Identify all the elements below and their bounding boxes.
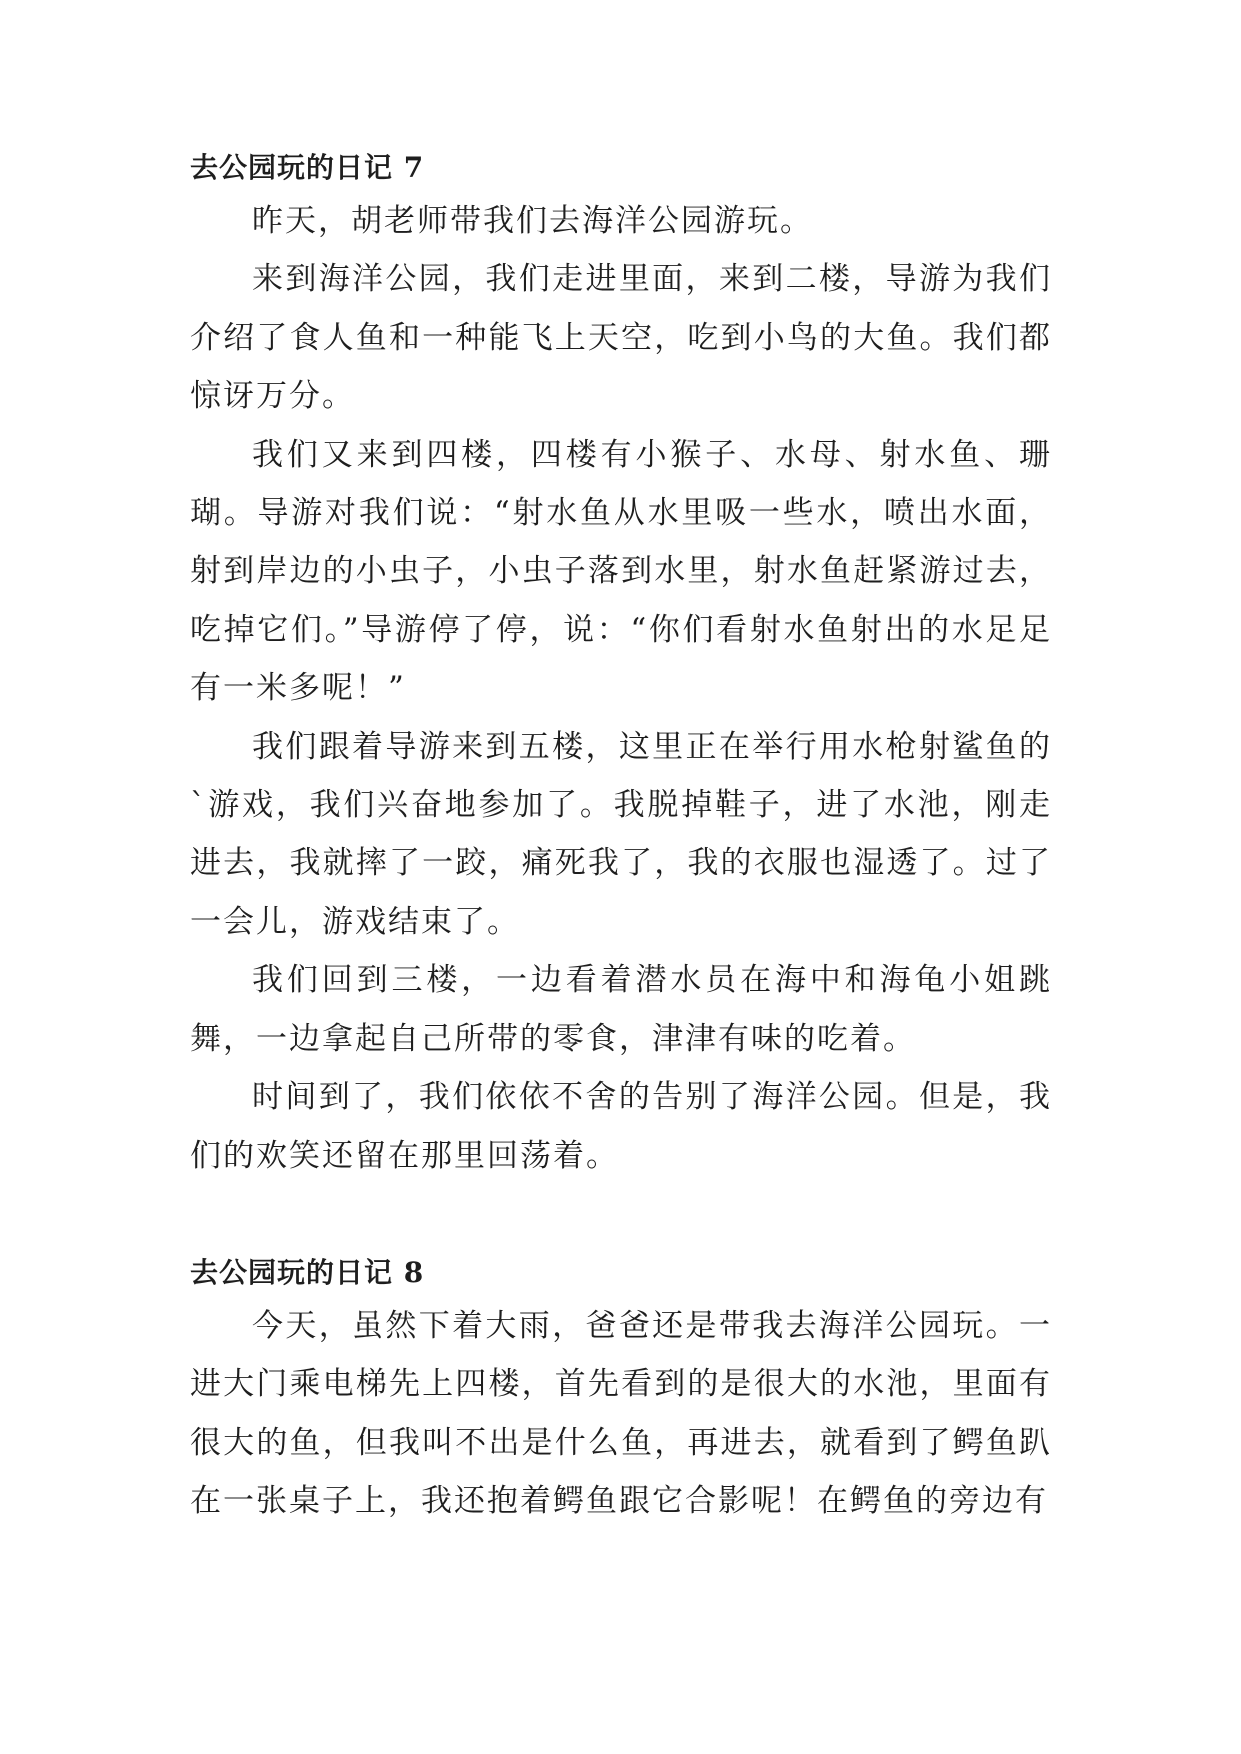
diary-section-7: [190, 150, 1052, 1185]
paragraph: 今天，虽然下着大雨，爸爸还是带我去海洋公园玩。一进大门乘电梯先上四楼，首先看到的是很大的水池，里面有很大的鱼，但我叫不出是什么鱼，再进去，就看到了鳄鱼趴在一张桌子上，我还抱着鳄鱼跟它合影呢！在鳄鱼的旁边有: [190, 1307, 1052, 1520]
document-page: [190, 150, 1052, 1531]
paragraph: 时间到了，我们依依不舍的告别了海洋公园。但是，我们的欢笑还留在那里回荡着。: [190, 1079, 1052, 1174]
paragraph: 我们跟着导游来到五楼，这里正在举行用水枪射鲨鱼的`游戏，我们兴奋地参加了。我脱掉鞋子，进了水池，刚走进去，我就摔了一跤，痛死我了，我的衣服也湿透了。过了一会儿，游戏结束了。: [190, 728, 1052, 940]
section-title: 去公园玩的日记 8: [190, 1255, 425, 1289]
section-title: 去公园玩的日记 7: [190, 151, 425, 184]
diary-section-8: [190, 1255, 1052, 1531]
paragraph: 来到海洋公园，我们走进里面，来到二楼，导游为我们介绍了食人鱼和一种能飞上天空，吃到小鸟的大鱼。我们都惊讶万分。: [190, 261, 1052, 415]
section-gap: [190, 1185, 1052, 1255]
paragraph: 我们回到三楼，一边看着潜水员在海中和海龟小姐跳舞，一边拿起自己所带的零食，津津有味的吃着。: [190, 962, 1052, 1057]
paragraph: 我们又来到四楼，四楼有小猴子、水母、射水鱼、珊瑚。导游对我们说：“射水鱼从水里吸一些水，喷出水面，射到岸边的小虫子，小虫子落到水里，射水鱼赶紧游过去，吃掉它们。”导游停了停，说：“你们看射水鱼射出的水足足有一米多呢！”: [190, 436, 1052, 707]
paragraph: 昨天，胡老师带我们去海洋公园游玩。: [252, 203, 813, 239]
